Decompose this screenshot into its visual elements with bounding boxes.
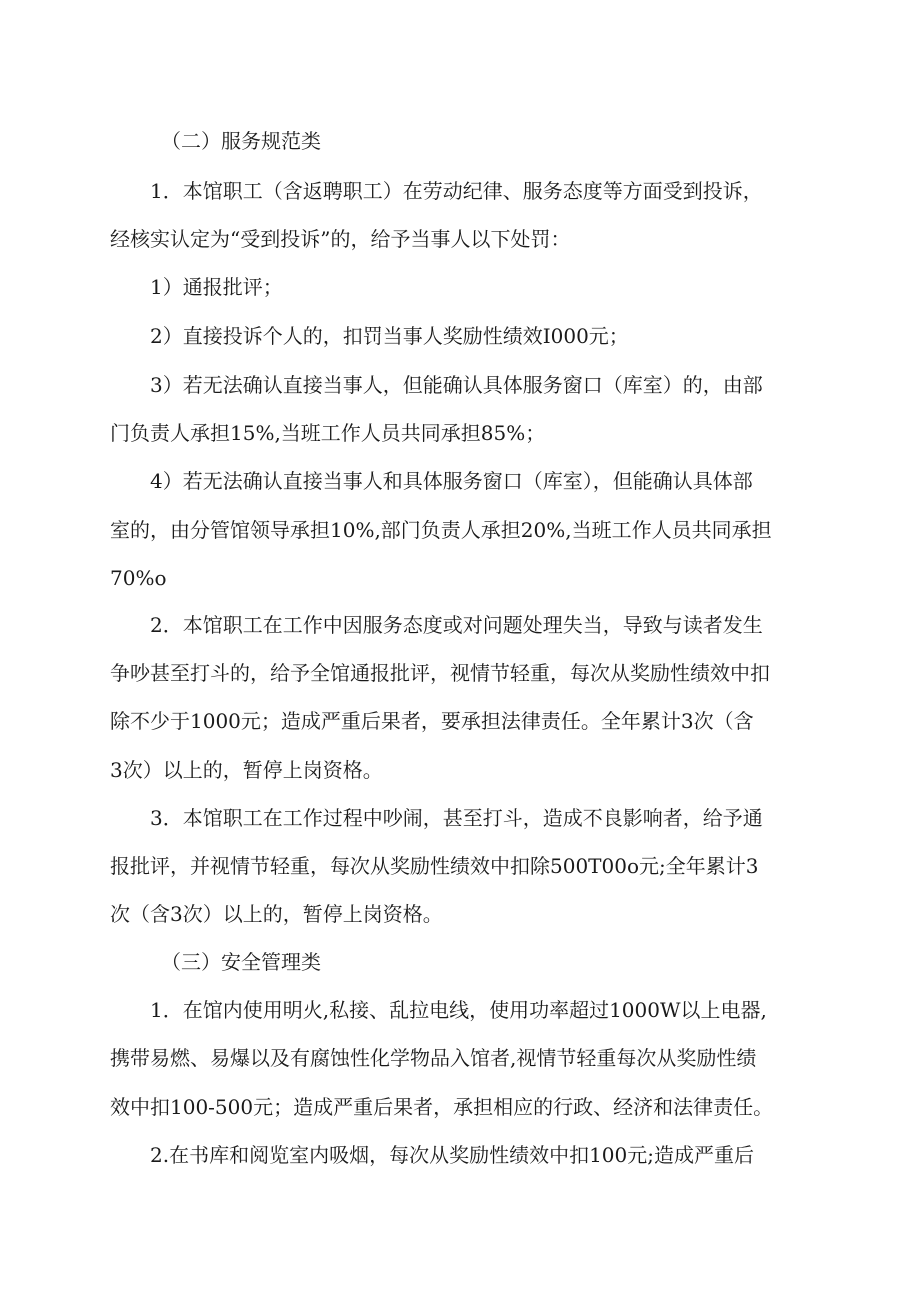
- section-heading-safety: （三）安全管理类: [161, 950, 321, 974]
- paragraph-line: 室的，由分管馆领导承担10%,部门负责人承担20%,当班工作人员共同承担: [110, 518, 772, 542]
- paragraph-line: 携带易燃、易爆以及有腐蚀性化学物品入馆者,视情节轻重每次从奖励性绩: [110, 1046, 757, 1070]
- paragraph-line: 3）若无法确认直接当事人，但能确认具体服务窗口（库室）的，由部: [150, 373, 763, 397]
- paragraph-line: 2．本馆职工在工作中因服务态度或对问题处理失当，导致与读者发生: [150, 613, 763, 637]
- paragraph-line: 1）通报批评；: [150, 275, 283, 299]
- paragraph-line: 70%o: [110, 566, 167, 590]
- paragraph-line: 3．本馆职工在工作过程中吵闹，甚至打斗，造成不良影响者，给予通: [150, 806, 763, 830]
- paragraph-line: 次（含3次）以上的，暂停上岗资格。: [110, 902, 443, 926]
- paragraph-line: 效中扣100-500元；造成严重后果者，承担相应的行政、经济和法律责任。: [110, 1095, 774, 1119]
- paragraph-line: 门负责人承担15%,当班工作人员共同承担85%；: [110, 421, 546, 445]
- paragraph-line: 争吵甚至打斗的，给予全馆通报批评，视情节轻重，每次从奖励性绩效中扣: [110, 661, 770, 685]
- paragraph-line: 1．本馆职工（含返聘职工）在劳动纪律、服务态度等方面受到投诉，: [150, 179, 763, 203]
- paragraph-line: 2）直接投诉个人的，扣罚当事人奖励性绩效I000元；: [150, 324, 629, 348]
- paragraph-line: 4）若无法确认直接当事人和具体服务窗口（库室），但能确认具体部: [150, 469, 753, 493]
- paragraph-line: 1．在馆内使用明火,私接、乱拉电线，使用功率超过1000W以上电器,: [150, 998, 767, 1022]
- section-heading-service: （二）服务规范类: [161, 129, 321, 153]
- paragraph-line: 2.在书库和阅览室内吸烟，每次从奖励性绩效中扣100元;造成严重后: [150, 1143, 754, 1167]
- paragraph-line: 报批评，并视情节轻重，每次从奖励性绩效中扣除500T00o元;全年累计3: [110, 854, 759, 878]
- paragraph-line: 3次）以上的，暂停上岗资格。: [110, 758, 383, 782]
- paragraph-line: 除不少于1000元；造成严重后果者，要承担法律责任。全年累计3次（含: [110, 709, 754, 733]
- paragraph-line: 经核实认定为“受到投诉”的，给予当事人以下处罚：: [110, 227, 571, 251]
